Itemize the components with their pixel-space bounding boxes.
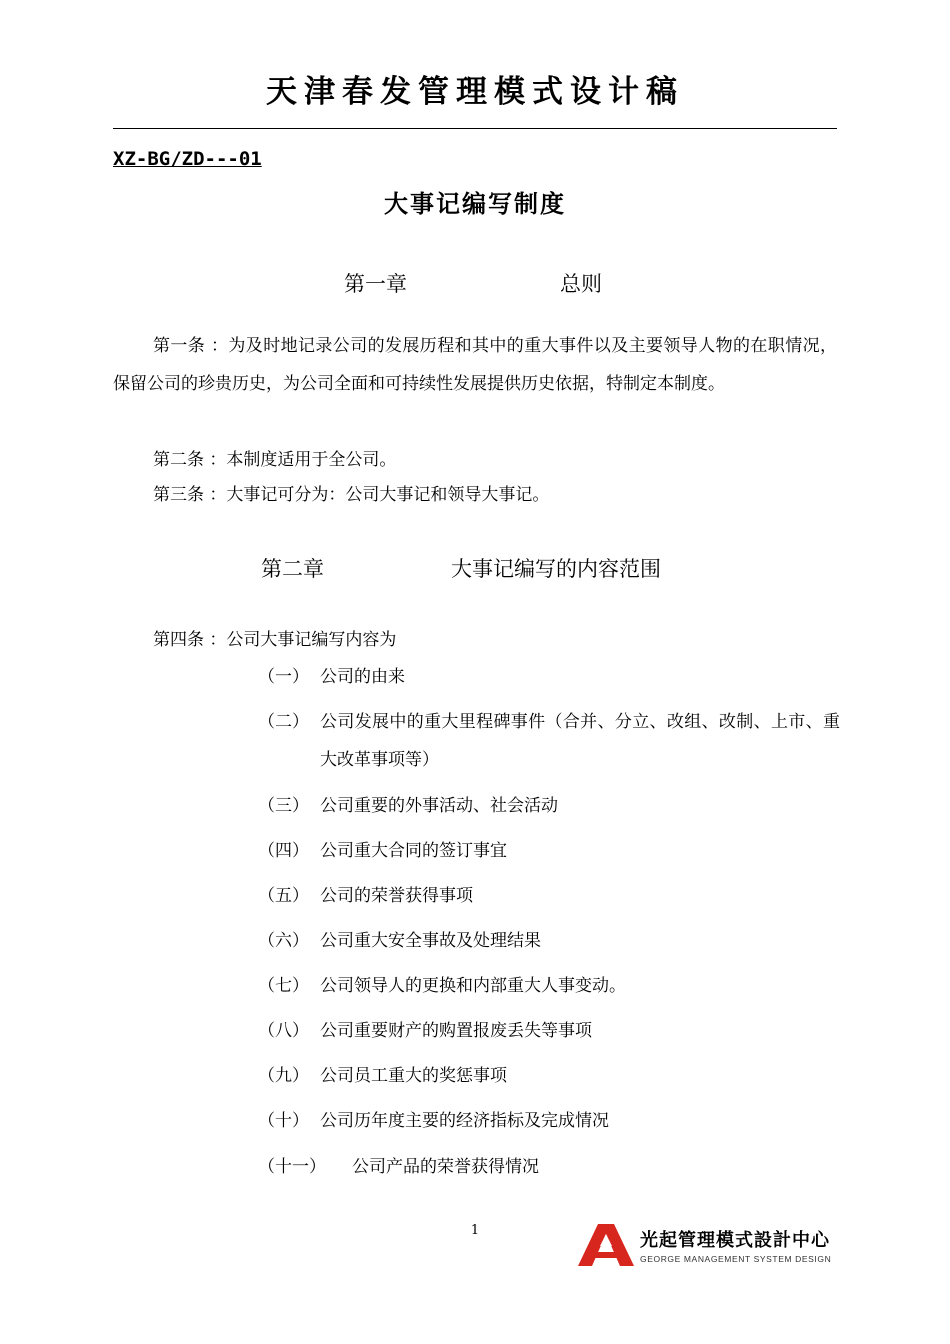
article-3: 第三条 ：大事记可分为：公司大事记和领导大事记。 bbox=[153, 485, 550, 505]
list-item-number: （九） bbox=[258, 1066, 309, 1086]
list-item-text: 公司重要财产的购置报废丢失等事项 bbox=[320, 1021, 592, 1041]
list-item-number: （八） bbox=[258, 1021, 309, 1041]
list-item-text: 公司重大合同的签订事宜 bbox=[320, 841, 507, 861]
list-item-text: 公司重要的外事活动、社会活动 bbox=[320, 796, 558, 816]
header-rule bbox=[113, 128, 837, 129]
logo-mark-icon bbox=[576, 1222, 636, 1268]
list-item-number: （五） bbox=[258, 886, 309, 906]
list-item-text: 公司的荣誉获得事项 bbox=[320, 886, 473, 906]
company-logo bbox=[576, 1222, 838, 1268]
chapter-1-name: 总则 bbox=[560, 272, 602, 296]
document-title: 大事记编写制度 bbox=[384, 190, 566, 218]
list-item-number: （六） bbox=[258, 931, 309, 951]
chapter-2-number: 第二章 bbox=[261, 557, 324, 581]
page-number: 1 bbox=[470, 1223, 480, 1238]
article-2: 第二条 ：本制度适用于全公司。 bbox=[153, 450, 397, 470]
chapter-2-name: 大事记编写的内容范围 bbox=[451, 557, 661, 581]
list-item-text: 公司员工重大的奖惩事项 bbox=[320, 1066, 507, 1086]
chapter-1-number: 第一章 bbox=[344, 272, 407, 296]
article-1: 第一条 ：为及时地记录公司的发展历程和其中的重大事件以及主要领导人物的在职情况，保留公司的珍贵历史，为公司全面和可持续性发展提供历史依据，特制定本制度。 bbox=[113, 336, 837, 394]
list-item-text: 公司的由来 bbox=[320, 667, 405, 687]
header-title: 天津春发管理模式设计稿 bbox=[266, 74, 684, 110]
list-item-number: （二） bbox=[258, 712, 309, 732]
document-code: XZ-BG/ZD---01 bbox=[113, 148, 262, 170]
list-item-text: 公司历年度主要的经济指标及完成情况 bbox=[320, 1111, 609, 1131]
list-item-number: （十） bbox=[258, 1111, 309, 1131]
list-item-text: 公司重大安全事故及处理结果 bbox=[320, 931, 541, 951]
article-4: 第四条 ：公司大事记编写内容为 bbox=[153, 630, 397, 650]
list-item-text: 公司领导人的更换和内部重大人事变动。 bbox=[320, 976, 626, 996]
list-item-number: （一） bbox=[258, 667, 309, 687]
logo-chinese-name: 光起管理模式設計中心 bbox=[640, 1230, 830, 1251]
list-item-number: （四） bbox=[258, 841, 309, 861]
list-item-text: 公司发展中的重大里程碑事件（合并、分立、改组、改制、上市、重大改革事项等） bbox=[320, 712, 840, 770]
list-item-number: （十一） bbox=[258, 1157, 326, 1177]
logo-english-name: GEORGE MANAGEMENT SYSTEM DESIGN bbox=[640, 1254, 832, 1264]
list-item-text: 公司产品的荣誉获得情况 bbox=[352, 1157, 539, 1177]
list-item-number: （七） bbox=[258, 976, 309, 996]
list-item-number: （三） bbox=[258, 796, 309, 816]
